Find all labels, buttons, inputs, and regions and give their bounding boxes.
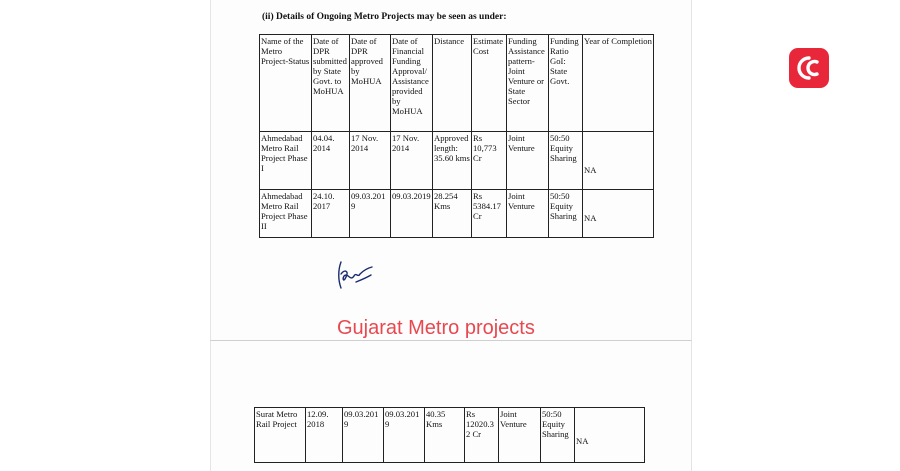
column-header: Distance [433,35,472,132]
cell-completion: NA [575,408,645,463]
cell-ratio: 50:50 Equity Sharing [549,132,583,190]
column-header: Name of the Metro Project-Status [260,35,312,132]
signature-icon [334,258,374,297]
cell-completion: NA [583,190,654,238]
column-header: Year of Completion [583,35,654,132]
column-header: Date of DPR submitted by State Govt. to MoHUA [312,35,350,132]
cc-logo-icon [789,48,829,88]
cell-completion: NA [583,132,654,190]
cell-pattern: Joint Venture [499,408,541,463]
cell-funding-approval: 17 Nov. 2014 [391,132,433,190]
cell-ratio: 50:50 Equity Sharing [541,408,575,463]
cell-distance: Approved length: 35.60 kms [433,132,472,190]
table-row [260,132,654,190]
table-row [255,408,645,463]
column-header: Funding Assistance pattern- Joint Venture or State Sector [507,35,549,132]
table-header-row [260,35,654,132]
column-header: Funding Ratio GoI: State Govt. [549,35,583,132]
cell-dpr-submitted: 24.10. 2017 [312,190,350,238]
cell-pattern: Joint Venture [507,190,549,238]
cell-distance: 28.254 Kms [433,190,472,238]
cell-funding-approval: 09.03.2019 [391,190,433,238]
caption-text: Gujarat Metro projects [337,317,535,339]
cell-dpr-approved: 17 Nov. 2014 [350,132,391,190]
cell-funding-approval: 09.03.2019 [384,408,425,463]
cell-cost: Rs 5384.17 Cr [472,190,507,238]
column-header: Estimate Cost [472,35,507,132]
cell-cost: Rs 10,773 Cr [472,132,507,190]
column-header: Date of Financial Funding Approval/ Assistance provided by MoHUA [391,35,433,132]
document-heading: (ii) Details of Ongoing Metro Projects may be seen as under: [262,12,507,22]
cell-name: Surat Metro Rail Project [255,408,306,463]
cell-distance: 40.35 Kms [425,408,465,463]
column-header: Date of DPR approved by MoHUA [350,35,391,132]
cell-dpr-submitted: 04.04. 2014 [312,132,350,190]
metro-projects-table [259,34,654,238]
cell-dpr-approved: 09.03.2019 [343,408,384,463]
cell-cost: Rs 12020.32 Cr [465,408,499,463]
cell-dpr-submitted: 12.09. 2018 [306,408,343,463]
table-row [260,190,654,238]
surat-project-table [254,407,645,463]
cell-ratio: 50:50 Equity Sharing [549,190,583,238]
cell-dpr-approved: 09.03.2019 [350,190,391,238]
cell-name: Ahmedabad Metro Rail Project Phase II [260,190,312,238]
cell-name: Ahmedabad Metro Rail Project Phase I [260,132,312,190]
cell-pattern: Joint Venture [507,132,549,190]
